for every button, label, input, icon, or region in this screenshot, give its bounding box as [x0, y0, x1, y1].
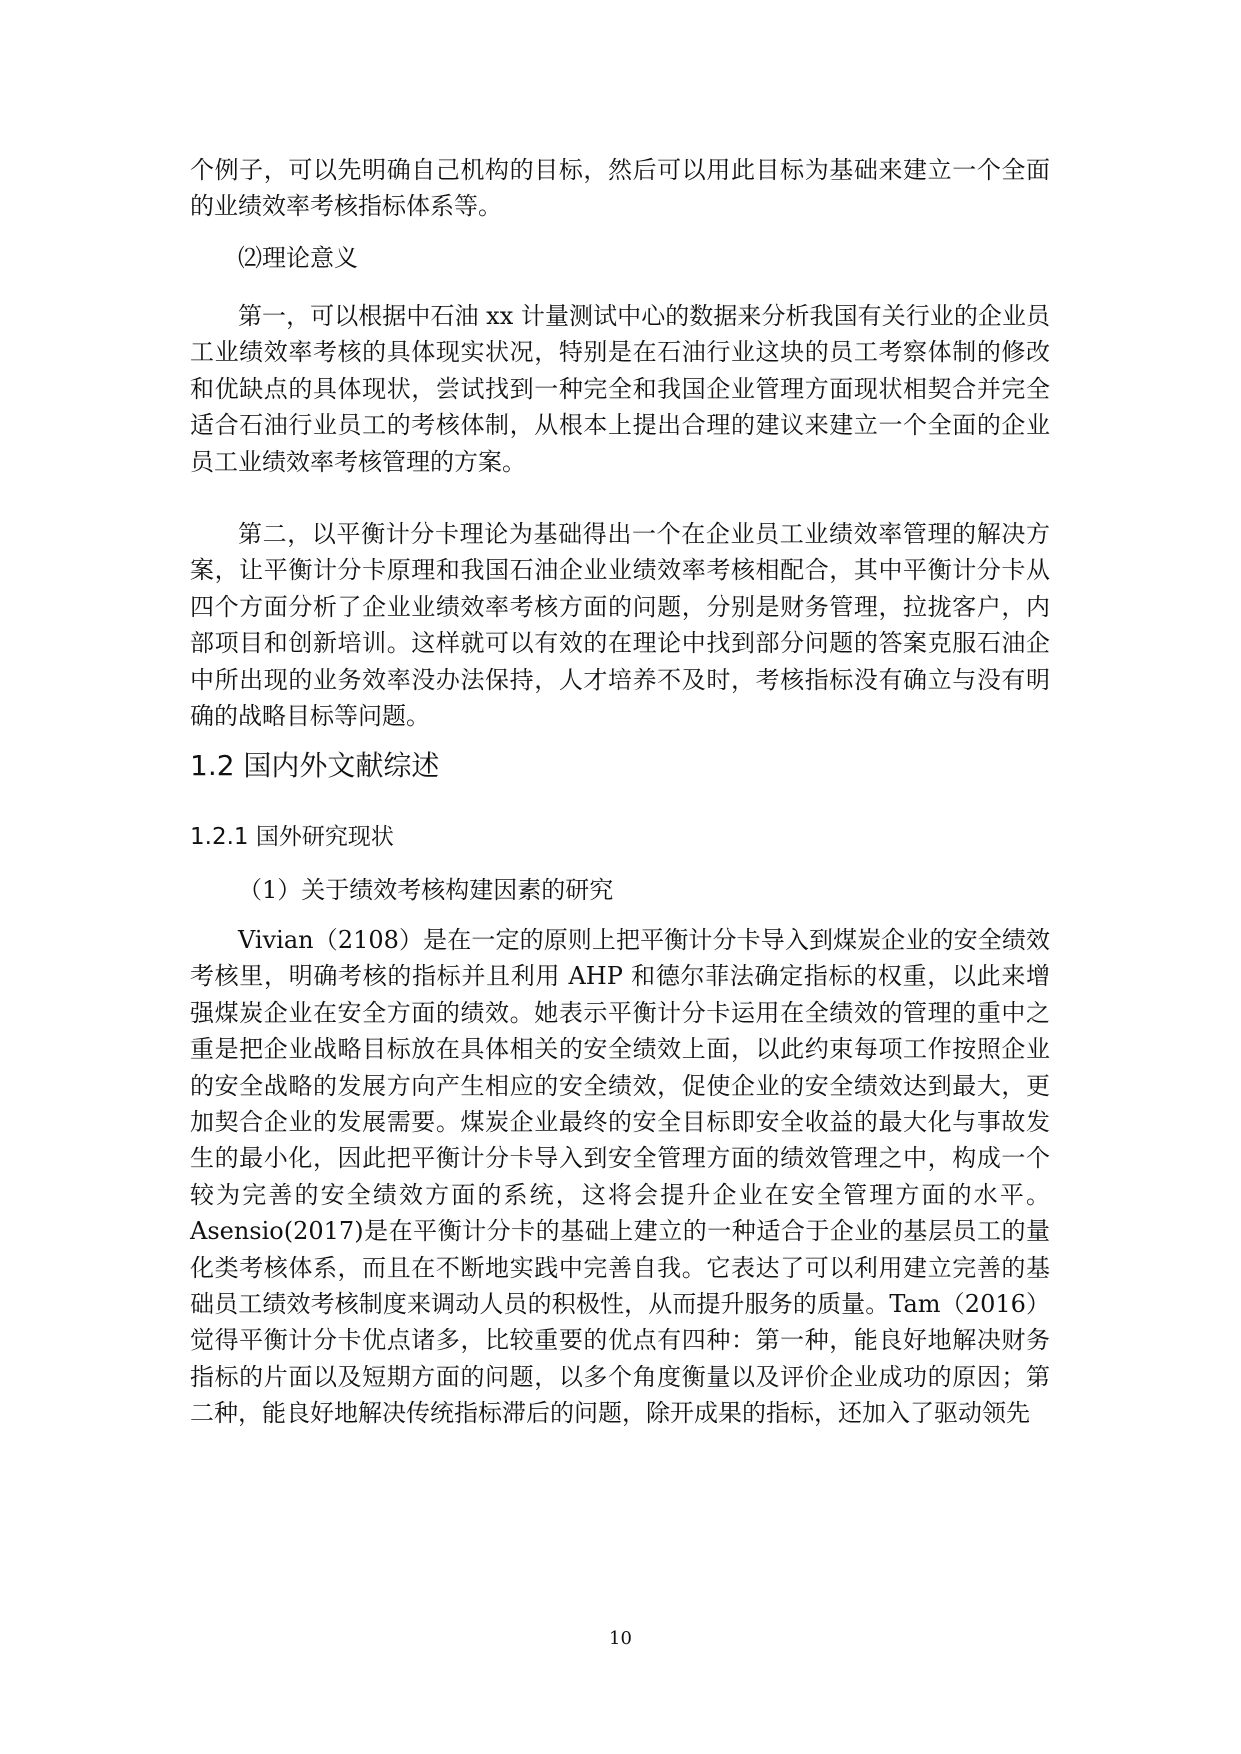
paragraph-review-block — [190, 922, 1050, 1432]
paragraph-review: Vivian（2108）是在一定的原则上把平衡计分卡导入到煤炭企业的安全绩效考核里，明确考核的指标并且利用 AHP 和德尔菲法确定指标的权重，以此来增强煤炭企业在安全方面的绩效。她表示平衡计分卡运用在全绩效的管理的重中之重是把企业战略目标放在具体相关的安全绩效上面，以此约束每项工作按照企业的安全战略的发展方向产生相应的安全绩效，促使企业的安全绩效达到最大，更加契合企业的发展需要。煤炭企业最终的安全目标即安全收益的最大化与事故发生的最小化，因此把平衡计分卡导入到安全管理方面的绩效管理之中，构成一个较为完善的安全绩效方面的系统，这将会提升企业在安全管理方面的水平。Asensio(2017)是在平衡计分卡的基础上建立的一种适合于企业的基层员工的量化类考核体系，而且在不断地实践中完善自我。它表达了可以利用建立完善的基础员工绩效考核制度来调动人员的积极性，从而提升服务的质量。Tam（2016）觉得平衡计分卡优点诸多，比较重要的优点有四种：第一种，能良好地解决财务指标的片面以及短期方面的问题，以多个角度衡量以及评价企业成功的原因；第二种，能良好地解决传统指标滞后的问题，除开成果的指标，还加入了驱动领先 — [190, 926, 1050, 1428]
paragraph-second: 第二，以平衡计分卡理论为基础得出一个在企业员工业绩效率管理的解决方案，让平衡计分卡原理和我国石油企业业绩效率考核相配合，其中平衡计分卡从四个方面分析了企业业绩效率考核方面的问题，分别是财务管理，拉拢客户，内部项目和创新培训。这样就可以有效的在理论中找到部分问题的答案克服石油企中所出现的业务效率没办法保持，人才培养不及时，考核指标没有确立与没有明确的战略目标等问题。 — [190, 520, 1050, 731]
subsection-heading: 1.2.1 国外研究现状 — [190, 824, 394, 850]
paragraph-first: 第一，可以根据中石油 xx 计量测试中心的数据来分析我国有关行业的企业员工业绩效率考核的具体现实状况，特别是在石油行业这块的员工考察体制的修改和优缺点的具体现状，尝试找到一种完全和我国企业管理方面现状相契合并完全适合石油行业员工的考核体制，从根本上提出合理的建议来建立一个全面的企业员工业绩效率考核管理的方案。 — [190, 302, 1050, 476]
paragraph-second-block — [190, 516, 1050, 734]
item-heading: （1）关于绩效考核构建因素的研究 — [238, 876, 614, 904]
section-heading: 1.2 国内外文献综述 — [190, 749, 440, 782]
continuation-block — [190, 152, 1050, 225]
paragraph-first-block — [190, 298, 1050, 480]
continuation-paragraph: 个例子，可以先明确自己机构的目标，然后可以用此目标为基础来建立一个全面的业绩效率考核指标体系等。 — [190, 156, 1050, 221]
page-number: 10 — [609, 1628, 632, 1649]
theory-significance-heading: ⑵理论意义 — [238, 244, 358, 272]
